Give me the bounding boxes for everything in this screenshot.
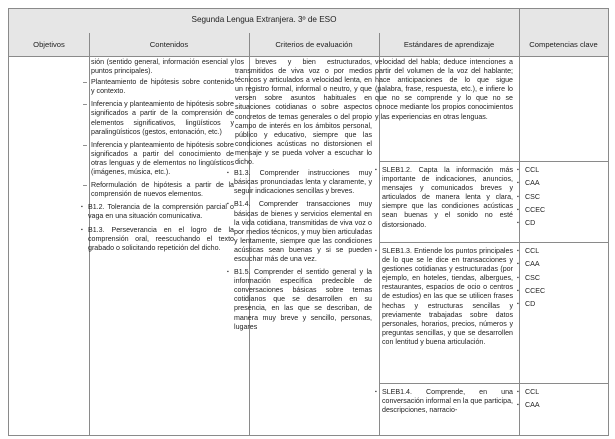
contenidos-dash-item: – Inferencia y planteamiento de hipótesis sobre significados a partir de la comprensión de elementos significativos, lingüísticos y paralingüísticos (gestos, entonación, etc.) [83, 100, 234, 136]
estandares-cell [375, 58, 513, 130]
contenidos-dash-item: – Reformulación de hipótesis a partir de la comprensión de nuevos elementos. [83, 181, 234, 199]
estandar-text: ▪ SLEB1.4. Comprende, en una conversación informal en la que participa, descripciones, narracio- [375, 388, 513, 415]
table-body [9, 56, 608, 435]
competencia-item: ▪ CAA [517, 179, 602, 188]
table-title-row [9, 9, 608, 34]
curriculum-table [8, 8, 609, 436]
estandar-text: ▪ SLEB1.3. Entiende los puntos principales de lo que se le dice en transacciones y gestiones cotidianas y estructuradas (por ejemplo, en hoteles, tiendas, albergues, restaurantes, espacios de ocio o centros de estudios) en las que se utilicen frases hechas y estructuras sencillas y previamente trabajadas sobre datos personales, horarios, precios, números y preguntas sencillas, y que se desarrollen con lentitud y buena articulación. [375, 247, 513, 347]
competencia-item: ▪ CCL [517, 388, 602, 397]
estandar-item-1 [375, 166, 513, 234]
row-divider [379, 161, 608, 162]
estandares-intro: velocidad del habla; deduce intenciones a partir del volumen de la voz del hablante; hace anticipaciones de lo que sigue (palabra, frase, respuesta, etc.), e infiere lo que no se comprende y lo que no se conoce mediante los propios conocimientos y las experiencias en otras lenguas. [375, 58, 513, 121]
row-divider [379, 383, 608, 384]
competencia-item: ▪ CSC [517, 274, 602, 283]
competencia-item: ▪ CD [517, 219, 602, 228]
row-divider [379, 242, 608, 243]
criterios-bullet-item: ▪ B1.3. Comprender instrucciones muy básicas pronunciadas lenta y claramente, y seguir indicaciones sencillas y breves. [227, 169, 372, 196]
contenidos-bullet-item: ▪ B1.2. Tolerancia de la comprensión parcial o vaga en una situación comunicativa. [81, 203, 234, 221]
estandar-item-3 [375, 388, 513, 419]
criterios-intro: los breves y bien estructurados, transmitidos de viva voz o por medios técnicos y articulados a velocidad lenta, en un registro formal, informal o neutro, y que versen sobre asuntos habituales en situaciones cotidianas o sobre aspectos concretos de temas generales o del propio campo de interés en los ámbitos personal, público y educativo, siempre que las condiciones acústicas no distorsionen el mensaje y se pueda volver a escuchar lo dicho. [235, 58, 372, 167]
competencia-item: ▪ CSC [517, 193, 602, 202]
competencia-item: ▪ CAA [517, 260, 602, 269]
header-competencias: Competencias clave [529, 40, 598, 49]
contenidos-cell [81, 58, 234, 257]
criterios-cell [227, 58, 372, 336]
criterios-bullet-item: ▪ B1.5. Comprender el sentido general y la información específica predecible de conversaciones básicas sobre temas cotidianos que se desarrollen en su presencia, en las que se describan, de manera muy breve y sencillo, personas, lugares [227, 268, 372, 332]
contenidos-dash-item: – Planteamiento de hipótesis sobre contenido y contexto. [83, 78, 234, 96]
criterios-bullet-item: ▪ B1.4. Comprender transacciones muy básicas de bienes y servicios elemental en la vida cotidiana, transmitidas de viva voz o por medios técnicos, y muy bien articuladas y lentamente, siempre que las condiciones acústicas sean buenas y si se pueden escuchar más de una vez. [227, 200, 372, 264]
contenidos-dash-item: – Inferencia y planteamiento de hipótesis sobre significados a partir del conocimiento de otras lenguas y de elementos no lingüísticos (imágenes, música, etc.). [83, 141, 234, 177]
competencia-item: ▪ CCL [517, 166, 602, 175]
competencia-item: ▪ CCL [517, 247, 602, 256]
contenidos-intro: sión (sentido general, información esencial y puntos principales). [91, 58, 234, 76]
header-criterios: Criterios de evaluación [275, 40, 353, 49]
competencias-group-2 [517, 247, 602, 313]
table-title: Segunda Lengua Extranjera. 3º de ESO [191, 15, 337, 24]
contenidos-bullet-item: ▪ B1.3. Perseverancia en el logro de la comprensión oral, reescuchando el texto grabado o solicitando repetición del dicho. [81, 226, 234, 253]
estandar-text: ▪ SLEB1.2. Capta la información más importante de indicaciones, anuncios, mensajes y comunicados breves y articulados de manera lenta y clara, siempre que las condiciones acústicas sean buenas y el sonido no esté distorsionado. [375, 166, 513, 230]
competencia-item: ▪ CAA [517, 401, 602, 410]
header-objetivos: Objetivos [33, 40, 65, 49]
competencia-item: ▪ CCEC [517, 287, 602, 296]
competencia-item: ▪ CCEC [517, 206, 602, 215]
header-contenidos: Contenidos [149, 40, 189, 49]
competencia-item: ▪ CD [517, 300, 602, 309]
title-divider [519, 9, 520, 33]
competencias-group-1 [517, 166, 602, 232]
competencias-group-3 [517, 388, 602, 415]
header-estandares: Estándares de aprendizaje [403, 40, 495, 49]
estandar-item-2 [375, 247, 513, 351]
